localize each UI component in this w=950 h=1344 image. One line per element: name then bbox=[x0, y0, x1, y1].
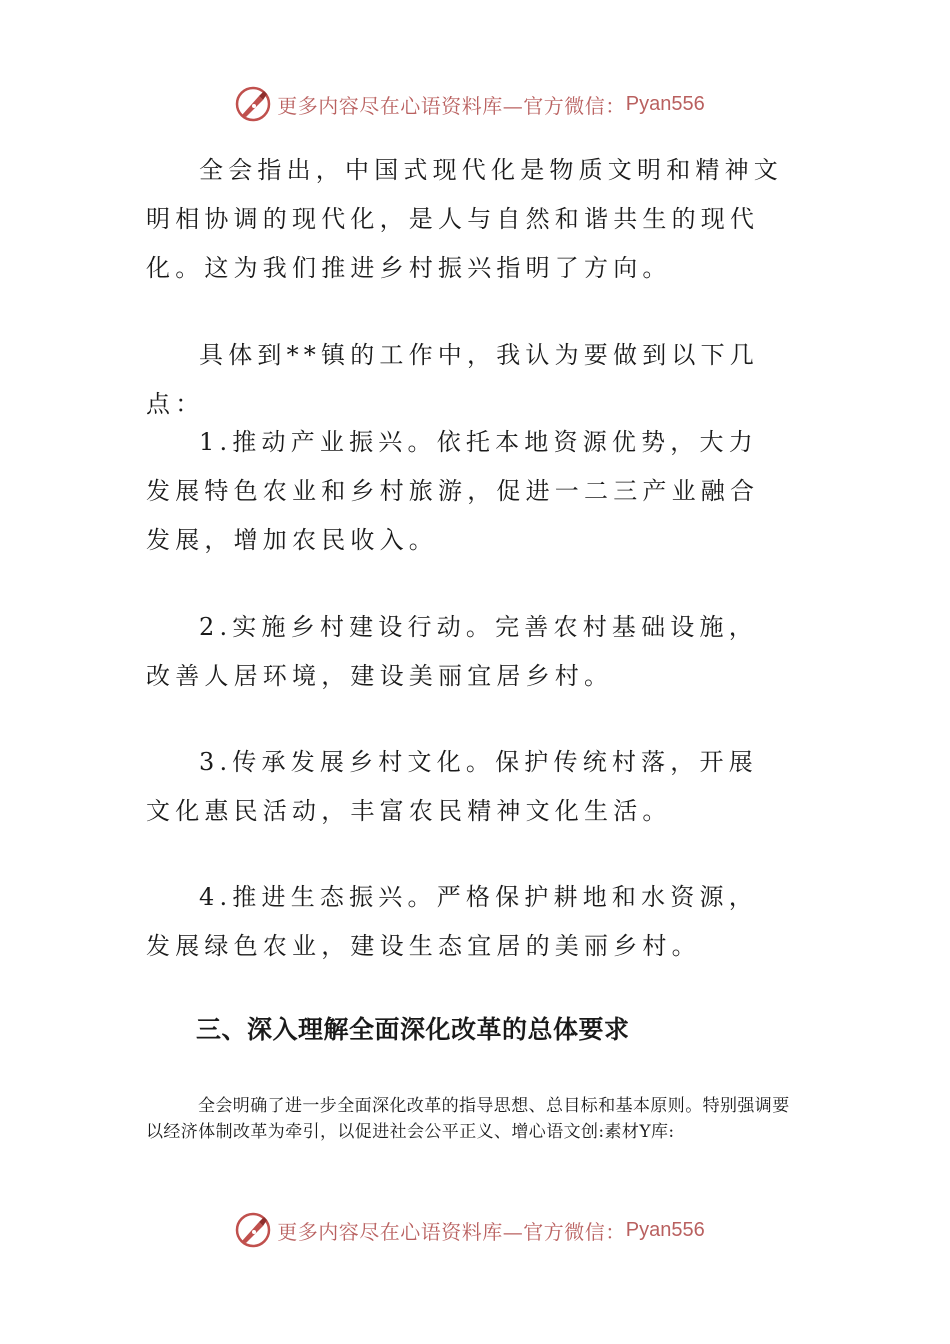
paragraph-point-2: 2.实施乡村建设行动。完善农村基础设施，改善人居环境，建设美丽宜居乡村。 bbox=[146, 613, 758, 690]
pen-nib-logo-icon bbox=[233, 84, 273, 124]
paragraph-point-4: 4.推进生态振兴。严格保护耕地和水资源，发展绿色农业，建设生态宜居的美丽乡村。 bbox=[146, 883, 758, 960]
paragraph-point-1: 1.推动产业振兴。依托本地资源优势，大力发展特色农业和乡村旅游，促进一二三产业融合发展，增加农民收入。 bbox=[146, 428, 760, 554]
paragraph-intro-points: 具体到**镇的工作中，我认为要做到以下几点： bbox=[146, 341, 759, 418]
pen-nib-logo-icon bbox=[233, 1210, 273, 1250]
footer-banner bbox=[0, 1208, 950, 1252]
paragraph-reform: 全会明确了进一步全面深化改革的指导思想、总目标和基本原则。特别强调要以经济体制改革为牵引，以促进社会公平正义、增心语文创:素材Y库: bbox=[146, 1096, 790, 1142]
header-banner bbox=[0, 82, 950, 126]
paragraph-point-3: 3.传承发展乡村文化。保护传统村落，开展文化惠民活动，丰富农民精神文化生活。 bbox=[146, 748, 758, 825]
banner-wechat-id: Pyan556 bbox=[625, 1218, 705, 1241]
section-heading: 三、深入理解全面深化改革的总体要求 bbox=[196, 1015, 630, 1044]
banner-wechat-id: Pyan556 bbox=[625, 92, 705, 115]
paragraph-modernization: 全会指出，中国式现代化是物质文明和精神文明相协调的现代化，是人与自然和谐共生的现代化。这为我们推进乡村振兴指明了方向。 bbox=[146, 156, 783, 282]
banner-text: 更多内容尽在心语资料库—官方微信： bbox=[277, 1219, 626, 1244]
banner-text: 更多内容尽在心语资料库—官方微信： bbox=[277, 93, 626, 118]
